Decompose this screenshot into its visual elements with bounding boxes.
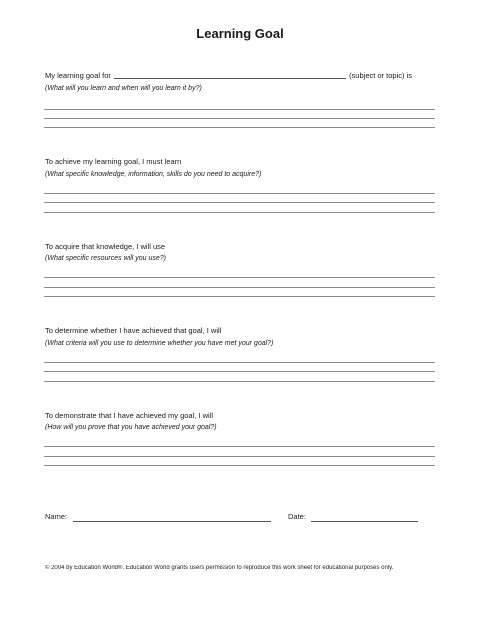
page-title: Learning Goal xyxy=(196,26,284,41)
answer-line[interactable] xyxy=(44,193,435,194)
answer-line[interactable] xyxy=(44,127,435,128)
answer-line[interactable] xyxy=(44,118,435,119)
copyright-notice: © 2004 by Education World®. Education World grants users permission to reproduce this work sheet for educational purposes only. xyxy=(45,565,394,571)
section-hint: (What specific knowledge, information, skills do you need to acquire?) xyxy=(45,171,262,178)
answer-line[interactable] xyxy=(44,109,435,110)
date-field[interactable] xyxy=(311,521,418,522)
section-prompt: To achieve my learning goal, I must learn xyxy=(45,157,182,166)
answer-line[interactable] xyxy=(44,465,435,466)
intro-suffix: (subject or topic) is xyxy=(349,71,412,80)
answer-line[interactable] xyxy=(44,371,435,372)
answer-line[interactable] xyxy=(44,202,435,203)
answer-line[interactable] xyxy=(44,362,435,363)
answer-line[interactable] xyxy=(44,381,435,382)
name-label: Name: xyxy=(45,512,68,521)
intro-prefix: My learning goal for xyxy=(45,71,111,80)
intro-hint: (What will you learn and when will you learn it by?) xyxy=(45,85,202,92)
answer-line[interactable] xyxy=(44,277,435,278)
learning-goal-line xyxy=(45,71,435,80)
answer-line[interactable] xyxy=(44,446,435,447)
answer-line[interactable] xyxy=(44,456,435,457)
answer-line[interactable] xyxy=(44,287,435,288)
section-prompt: To demonstrate that I have achieved my goal, I will xyxy=(45,411,214,420)
section-hint: (How will you prove that you have achieved your goal?) xyxy=(45,424,217,431)
date-label: Date: xyxy=(288,512,306,521)
section-prompt: To acquire that knowledge, I will use xyxy=(45,242,166,251)
subject-blank[interactable] xyxy=(114,78,346,79)
section-hint: (What specific resources will you use?) xyxy=(45,255,166,262)
name-field[interactable] xyxy=(73,521,271,522)
answer-line[interactable] xyxy=(44,296,435,297)
section-hint: (What criteria will you use to determine whether you have met your goal?) xyxy=(45,340,274,347)
answer-line[interactable] xyxy=(44,212,435,213)
section-prompt: To determine whether I have achieved that goal, I will xyxy=(45,326,222,335)
